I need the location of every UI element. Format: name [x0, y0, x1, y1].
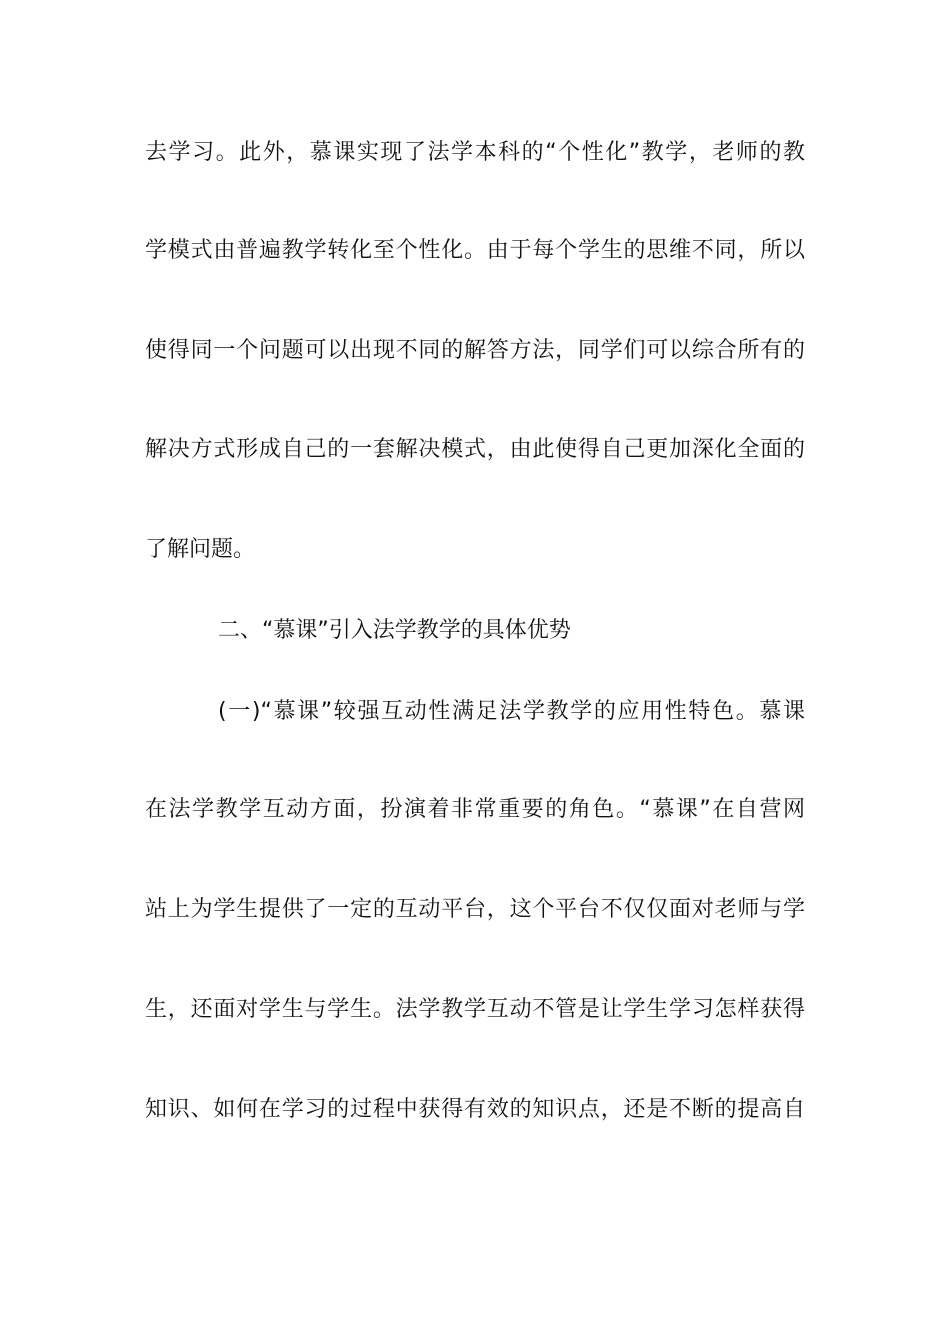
paragraph-line-2: 学模式由普遍教学转化至个性化。由于每个学生的思维不同，所以 — [145, 238, 805, 263]
paragraph-line-4: 解决方式形成自己的一套解决模式，由此使得自己更加深化全面的 — [145, 437, 805, 462]
paragraph-line-3: 使得同一个问题可以出现不同的解答方法，同学们可以综合所有的 — [145, 338, 805, 363]
paragraph-line-8: 站上为学生提供了一定的互动平台，这个平台不仅仅面对老师与学 — [145, 897, 805, 922]
paragraph-line-5: 了解问题。 — [145, 537, 256, 562]
paragraph-line-1: 去学习。此外，慕课实现了法学本科的“个性化”教学，老师的教 — [145, 140, 805, 165]
subsection-heading-line: (一)“慕课”较强互动性满足法学教学的应用性特色。慕课 — [218, 699, 805, 724]
paragraph-line-10: 知识、如何在学习的过程中获得有效的知识点，还是不断的提高自 — [145, 1097, 805, 1122]
paragraph-line-9: 生，还面对学生与学生。法学教学互动不管是让学生学习怎样获得 — [145, 997, 805, 1022]
section-heading: 二、“慕课”引入法学教学的具体优势 — [218, 618, 571, 643]
paragraph-line-7: 在法学教学互动方面，扮演着非常重要的角色。“慕课”在自营网 — [145, 797, 805, 822]
